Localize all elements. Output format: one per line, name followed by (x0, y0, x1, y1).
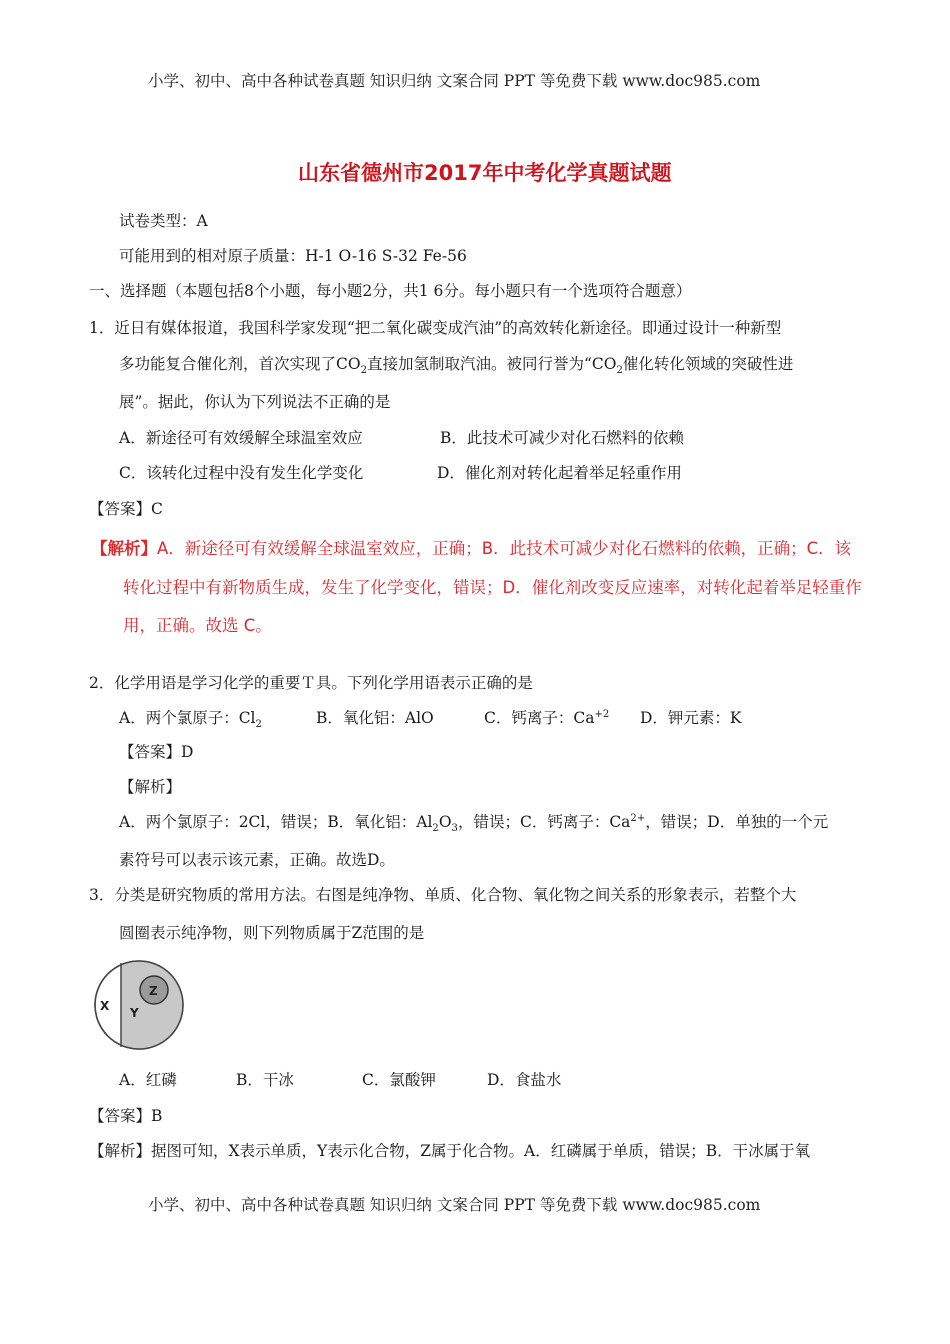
q2-line1: 2．化学用语是学习化学的重要Ｔ具。下列化学用语表示正确的是 (89, 674, 533, 692)
q2-answer: 【答案】D (119, 743, 194, 761)
region-label-z: Z (149, 984, 158, 998)
q2-analysis-label: 【解析】 (119, 778, 182, 796)
paper-type: 试卷类型：A (119, 212, 208, 230)
q1-line2: 多功能复合催化剂，首次实现了$CO_2$直接加氢制取汽油。被同行誉为“$CO_2$催化转化领域的突破性进 (119, 355, 794, 377)
classification-diagram (93, 957, 185, 1053)
region-label-x: X (100, 999, 110, 1013)
region-label-y: Y (130, 1006, 139, 1020)
q3-option-a: A．红磷 (119, 1071, 177, 1089)
q2-option-d: D．钾元素：K (640, 709, 742, 727)
q3-line2: 圆圈表示纯净物，则下列物质属于Z范围的是 (119, 924, 425, 942)
q1-option-a: A．新途径可有效缓解全球温室效应 (119, 429, 363, 447)
q2-analysis-line2: 素符号可以表示该元素，正确。故选D。 (119, 851, 395, 869)
compound-region-y (121, 957, 185, 1053)
q1-analysis-line1: 【解析】A．新途径可有效缓解全球温室效应，正确；B．此技术可减少对化石燃料的依赖，正确；C．该 (91, 539, 852, 558)
q3-analysis: 【解析】据图可知，X表示单质，Y表示化合物，Z属于化合物。A．红磷属于单质，错误；B．干冰属于氧 (89, 1142, 811, 1160)
q2-analysis-line1: A．两个氯原子：2Cl，错误；B．氧化铝：$Al_2O_3$，错误；C．钙离子：$Ca^{2+}$，错误；D．单独的一个元 (119, 812, 829, 835)
document-title: 山东省德州市2017年中考化学真题试题 (298, 161, 672, 185)
q2-option-b: B．氧化铝：AlO (316, 709, 434, 727)
q1-analysis-line2: 转化过程中有新物质生成，发生了化学变化，错误；D．催化剂改变反应速率，对转化起着举足轻重作 (123, 578, 862, 597)
q3-option-b: B．干冰 (236, 1071, 294, 1089)
q2-option-a: A．两个氯原子：$Cl_2$ (119, 709, 262, 731)
q1-option-b: B．此技术可减少对化石燃料的依赖 (440, 429, 684, 447)
atomic-masses: 可能用到的相对原子质量：H-1 O-16 S-32 Fe-56 (119, 247, 467, 265)
q3-answer: 【答案】B (89, 1107, 163, 1125)
q1-option-c: C．该转化过程中没有发生化学变化 (119, 464, 364, 482)
page-footer: 小学、初中、高中各种试卷真题 知识归纳 文案合同 PPT 等免费下载 www.doc985.com (148, 1196, 761, 1214)
q2-option-c: C．钙离子：$Ca^{+2}$ (484, 708, 610, 727)
q1-answer: 【答案】C (89, 500, 163, 518)
q1-option-d: D．催化剂对转化起着举足轻重作用 (437, 464, 682, 482)
page-header: 小学、初中、高中各种试卷真题 知识归纳 文案合同 PPT 等免费下载 www.doc985.com (148, 72, 761, 90)
q3-option-d: D．食盐水 (487, 1071, 562, 1089)
q1-line3: 展”。据此，你认为下列说法不正确的是 (119, 393, 391, 411)
q1-line1: 1．近日有媒体报道，我国科学家发现“把二氧化碳变成汽油”的高效转化新途径。即通过设计一种新型 (89, 319, 782, 337)
section-heading: 一、选择题（本题包括8个小题，每小题2分，共1 6分。每小题只有一个选项符合题意） (89, 282, 692, 300)
q3-line1: 3．分类是研究物质的常用方法。右图是纯净物、单质、化合物、氧化物之间关系的形象表示，若整个大 (89, 886, 797, 904)
q1-analysis-line3: 用，正确。故选 C。 (123, 616, 272, 635)
q3-option-c: C．氯酸钾 (362, 1071, 436, 1089)
